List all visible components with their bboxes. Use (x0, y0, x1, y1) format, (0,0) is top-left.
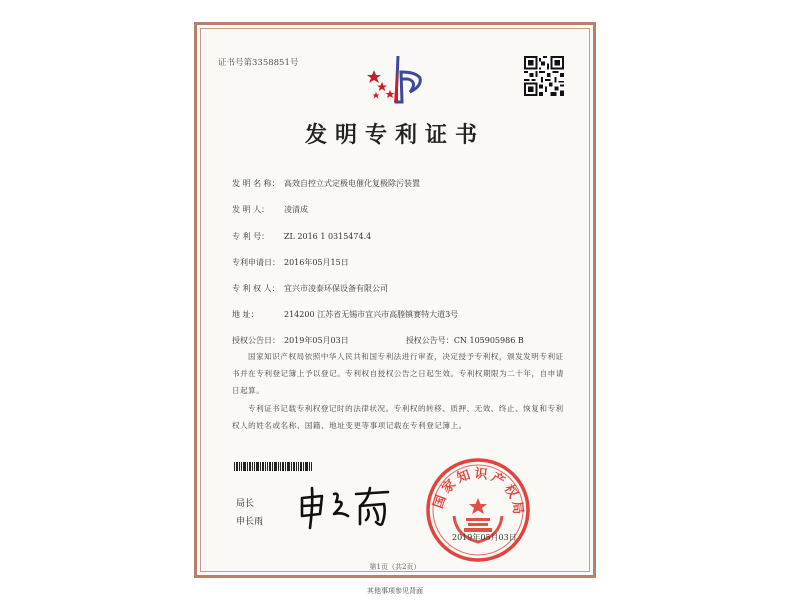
field-address (232, 309, 458, 320)
field-label: 发 明 人： (232, 205, 270, 214)
field-label: 专 利 号： (232, 232, 270, 241)
field-label: 专 利 权 人： (232, 284, 280, 293)
field-inventor (232, 204, 308, 215)
grant-number-label: 授权公告号： (405, 336, 454, 345)
svg-text:国家知识产权局: 国家知识产权局 (431, 466, 526, 519)
field-value: 高效自控立式定极电催化复极除污装置 (284, 179, 420, 188)
page-number: 第1页（共2页） (369, 563, 421, 571)
signatory-title: 局长 (236, 499, 255, 509)
grant-date-value: 2019年05月03日 (284, 336, 349, 345)
qr-code-icon (524, 56, 564, 96)
field-value: ZL 2016 1 0315474.4 (284, 232, 372, 241)
seal-date: 2019年05月03日 (452, 533, 517, 542)
footnote: 其他事项参见背面 (367, 587, 423, 595)
field-value: 凌清成 (284, 205, 308, 214)
field-value: 214200 江苏省无锡市宜兴市高塍镇赛特大道3号 (284, 310, 459, 319)
field-label: 专利申请日： (232, 258, 280, 267)
field-grant (232, 335, 524, 346)
signature-image (296, 484, 392, 530)
grant-date-label: 授权公告日： (232, 336, 280, 345)
grant-number-value: CN 105905986 B (453, 336, 524, 345)
certificate-title: 发明专利证书 (304, 122, 485, 148)
paragraph-grant-statement: 国家知识产权局依照中华人民共和国专利法进行审查，决定授予专利权，颁发发明专利证书并在专利登记簿上予以登记。专利权自授权公告之日起生效。专利权期限为二十年，自申请日起算。 (232, 352, 564, 395)
certificate-frame (194, 22, 596, 578)
signatory-name: 申长雨 (236, 517, 264, 527)
field-patentee (232, 283, 388, 294)
certificate-number: 证书号第3358851号 (218, 58, 299, 68)
field-label: 发 明 名 称： (232, 179, 280, 188)
official-seal-icon (424, 456, 532, 564)
patent-office-logo-icon (366, 52, 430, 104)
field-value: 宜兴市凌泰环保设备有限公司 (284, 284, 388, 293)
field-filing-date (232, 257, 349, 268)
field-invention-name (232, 178, 420, 189)
barcode-icon (234, 462, 312, 471)
paragraph-legal-status: 专利证书记载专利权登记时的法律状况。专利权的转移、质押、无效、终止、恢复和专利权人的姓名或名称、国籍、地址变更等事项记载在专利登记簿上。 (232, 404, 564, 430)
field-patent-number (232, 231, 371, 242)
field-value: 2016年05月15日 (284, 258, 349, 267)
field-label: 地 址： (232, 310, 259, 319)
